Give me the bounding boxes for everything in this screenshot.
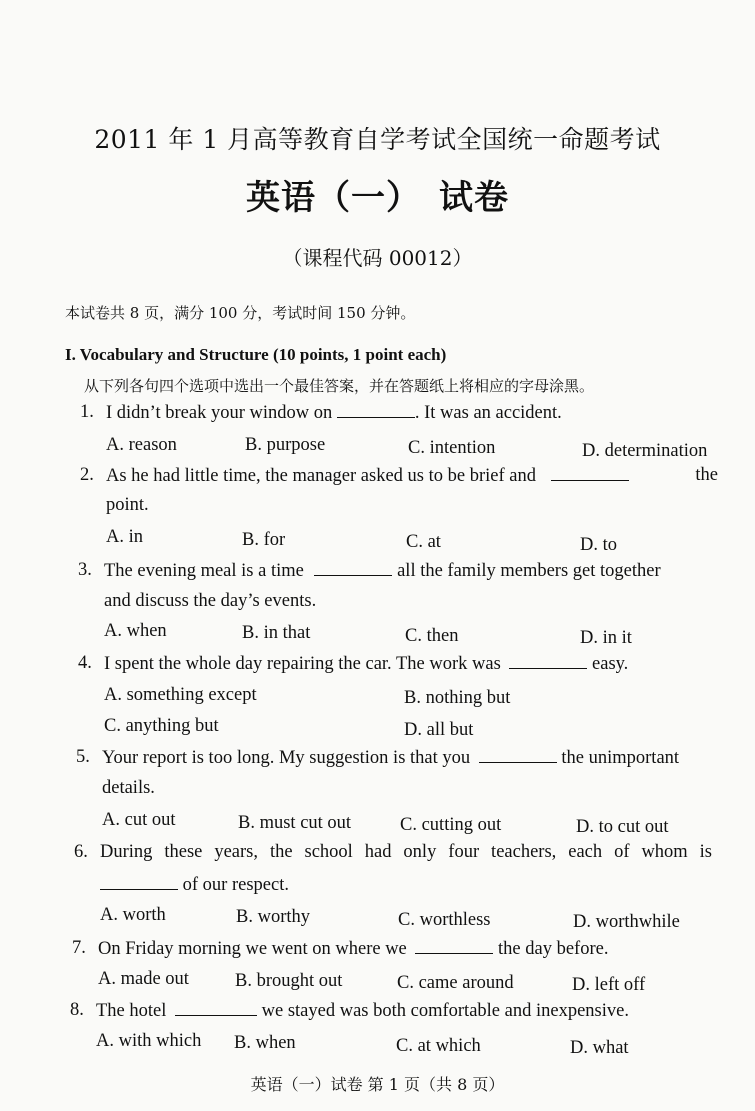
exam-info: 本试卷共 8 页，满分 100 分，考试时间 150 分钟。 (65, 304, 416, 322)
option-b: B. for (242, 530, 286, 550)
answer-blank (100, 874, 178, 890)
stem-post: the unimportant (561, 748, 680, 768)
option-b: B. in that (242, 623, 311, 643)
question-stem (98, 938, 608, 960)
answer-blank (479, 747, 557, 763)
answer-blank (509, 653, 587, 669)
stem-continuation: details. (102, 778, 155, 798)
option-a: A. reason (106, 435, 177, 455)
option-b: B. purpose (245, 435, 326, 455)
answer-blank (314, 560, 392, 576)
question-stem (102, 747, 679, 769)
option-a: A. something except (104, 685, 257, 705)
option-c: C. worthless (398, 910, 491, 930)
option-c: C. at (406, 532, 441, 552)
question-stem (96, 1000, 629, 1022)
option-c: C. intention (408, 438, 496, 458)
option-a: A. when (104, 621, 167, 641)
option-d: D. in it (580, 628, 632, 648)
question-number: 4. (78, 653, 92, 673)
option-c: C. came around (397, 973, 514, 993)
stem-pre: The hotel (96, 1001, 167, 1021)
option-d: D. to (580, 535, 617, 555)
option-a: A. made out (98, 969, 189, 989)
stem-continuation (100, 874, 289, 896)
option-c: C. anything but (104, 716, 219, 736)
question-stem (104, 560, 661, 582)
option-d: D. all but (404, 720, 474, 740)
option-a: A. worth (100, 905, 166, 925)
stem-post: the (695, 465, 718, 485)
answer-blank (551, 465, 629, 481)
stem-continuation: and discuss the day’s events. (104, 591, 317, 611)
option-b: B. worthy (236, 907, 310, 927)
answer-blank (415, 938, 493, 954)
question-stem (104, 653, 628, 675)
question-number: 5. (76, 747, 90, 767)
stem-pre: Your report is too long. My suggestion is that you (102, 748, 471, 768)
option-c: C. then (405, 626, 459, 646)
option-d: D. to cut out (576, 817, 669, 837)
stem-post: . It was an accident. (414, 403, 562, 423)
stem-pre: I spent the whole day repairing the car. The work was (104, 654, 501, 674)
stem-post: easy. (592, 654, 629, 674)
page-footer: 英语（一）试卷 第 1 页（共 8 页） (250, 1075, 505, 1094)
option-c: C. cutting out (400, 815, 502, 835)
exam-title-line1: 2011 年 1 月高等教育自学考试全国统一命题考试 (94, 125, 661, 154)
answer-blank (337, 402, 415, 418)
section-instruction: 从下列各句四个选项中选出一个最佳答案，并在答题纸上将相应的字母涂黑。 (84, 377, 595, 395)
option-a: A. in (106, 527, 143, 547)
stem-pre: On Friday morning we went on where we (98, 939, 407, 959)
question-number: 8. (70, 1000, 84, 1020)
stem-continuation: point. (106, 495, 149, 515)
option-b: B. brought out (235, 971, 343, 991)
exam-title-line2: 英语（一） 试卷 (246, 178, 509, 218)
stem-post: of our respect. (182, 875, 289, 895)
option-b: B. when (234, 1033, 296, 1053)
stem-pre: The evening meal is a time (104, 561, 304, 581)
stem-post: the day before. (498, 939, 609, 959)
question-stem (106, 465, 718, 487)
question-stem (106, 402, 562, 424)
section-heading: I. Vocabulary and Structure (10 points, 1 point each) (65, 345, 447, 364)
option-d: D. left off (572, 975, 646, 995)
question-number: 7. (72, 938, 86, 958)
question-number: 6. (74, 842, 88, 862)
option-b: B. nothing but (404, 688, 511, 708)
option-d: D. determination (582, 441, 708, 461)
question-number: 3. (78, 560, 92, 580)
option-d: D. what (570, 1038, 629, 1058)
option-c: C. at which (396, 1036, 481, 1056)
answer-blank (175, 1000, 257, 1016)
stem-post: we stayed was both comfortable and inexpensive. (261, 1001, 629, 1021)
course-code: （课程代码 00012） (282, 246, 473, 270)
option-a: A. with which (96, 1031, 202, 1051)
stem-post: all the family members get together (397, 561, 661, 581)
option-a: A. cut out (102, 810, 176, 830)
question-number: 2. (80, 465, 94, 485)
option-d: D. worthwhile (573, 912, 680, 932)
stem-pre: During these years, the school had only four teachers, each of whom is (100, 842, 712, 862)
stem-pre: I didn’t break your window on (106, 403, 333, 423)
question-stem (100, 842, 712, 863)
option-b: B. must cut out (238, 813, 352, 833)
question-number: 1. (80, 402, 94, 422)
stem-pre: As he had little time, the manager asked us to be brief and (106, 466, 536, 486)
